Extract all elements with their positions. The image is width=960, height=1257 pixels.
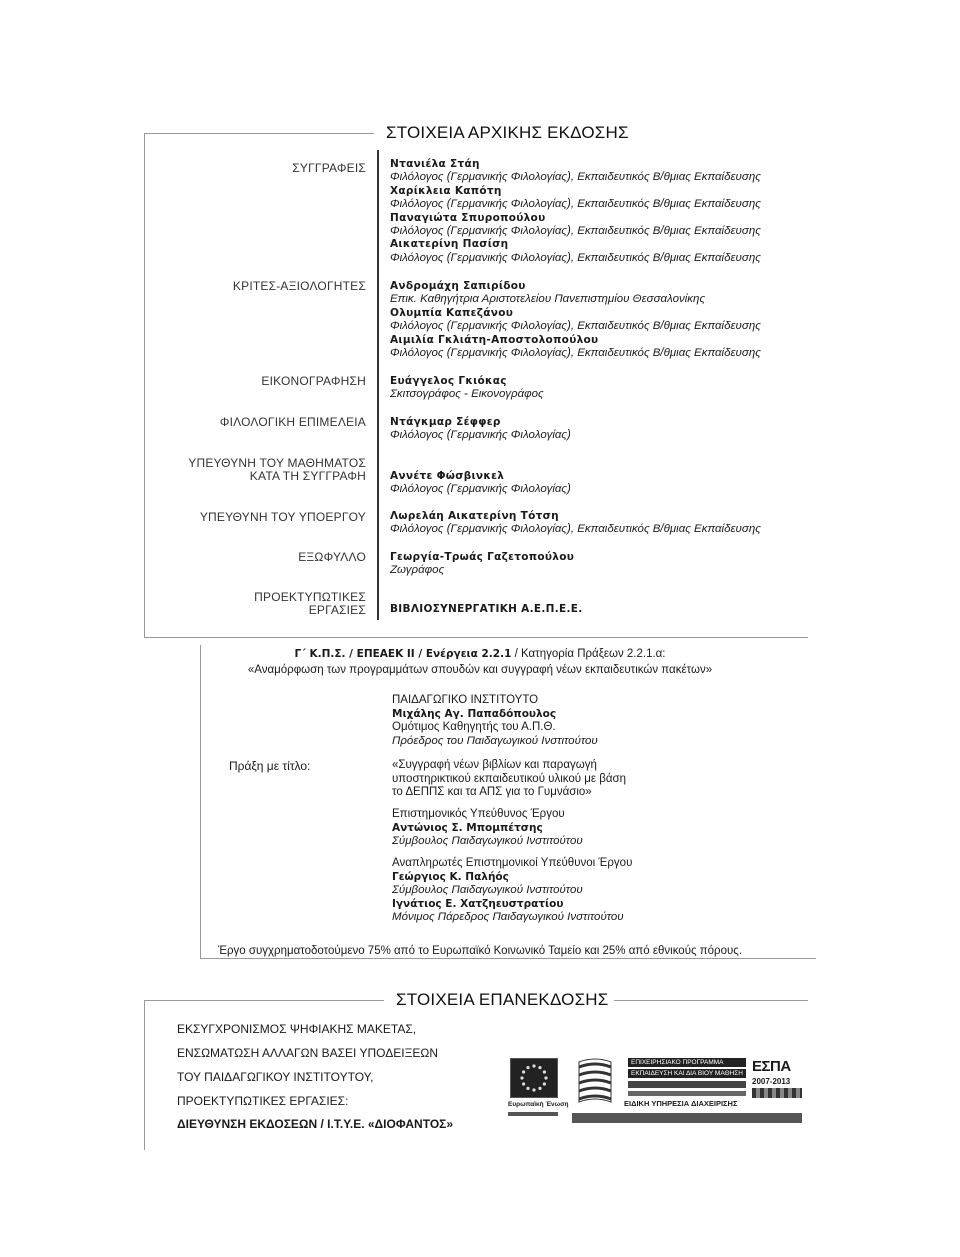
writing-supervisor-entry [390,470,571,497]
epeaek-bar [628,1091,746,1096]
espa-years: 2007-2013 [752,1077,791,1086]
reissue-line: ΠΡΟΕΚΤΥΠΩΤΙΚΕΣ ΕΡΓΑΣΙΕΣ: [177,1094,349,1108]
prepress-company: ΒΙΒΛΙΟΣΥΝΕΡΓΑΤΙΚΗ Α.Ε.Π.Ε.Ε. [390,603,583,615]
label-editing: ΦΙΛΟΛΟΓΙΚΗ ΕΠΙΜΕΛΕΙΑ [219,415,366,429]
action-title-block [392,759,626,800]
editor-role: Φιλόλογος (Γερμανικής Φιλολογίας) [390,429,571,442]
action-title-line: το ΔΕΠΠΣ και τα ΑΠΣ για το Γυμνάσιο» [392,786,592,798]
bottom-frame-line [144,637,808,638]
institute-block [392,694,598,748]
editor-name: Ντάγκμαρ Σέφφερ [390,416,501,428]
deputy-block [392,857,632,925]
reviewers-list [390,280,761,360]
deputy-label: Αναπληρωτές Επιστημονικοί Υπεύθυνοι Έργου [392,857,633,869]
label-reviewers: ΚΡΙΤΕΣ-ΑΞΙΟΛΟΓΗΤΕΣ [232,279,366,293]
label-prepress-2: ΕΡΓΑΣΙΕΣ [308,603,366,617]
original-edition-heading: ΣΤΟΙΧΕΙΑ ΑΡΧΙΚΗΣ ΕΚΔΟΣΗΣ [380,123,635,143]
editing-entry [390,416,571,443]
subproject-supervisor-entry [390,510,761,537]
reissue-line: ΕΚΣΥΓΧΡΟΝΙΣΜΟΣ ΨΗΦΙΑΚΗΣ ΜΑΚΕΤΑΣ, [177,1022,417,1036]
epeaek-bar [628,1081,746,1088]
reissue-line: ΕΝΣΩΜΑΤΩΣΗ ΑΛΛΑΓΩΝ ΒΑΣΕΙ ΥΠΟΔΕΙΞΕΩΝ [177,1046,439,1060]
epeaek-line1: ΕΠΙΧΕΙΡΗΣΙΑΚΟ ΠΡΟΓΡΑΜΜΑ [628,1058,746,1067]
cover-artist-name: Γεωργία-Τρωάς Γαζετοπούλου [390,551,575,563]
president-title: Ομότιμος Καθηγητής του Α.Π.Θ. [392,721,556,733]
author-name: Ντανιέλα Στάη [390,158,480,170]
action-title-line: υποστηρικτικού εκπαιδευτικού υλικού με βάση [392,772,626,785]
author-name: Παναγιώτα Σπυροπούλου [390,211,546,224]
eu-caption-underline [508,1112,558,1116]
eu-stars-icon [511,1059,557,1097]
reviewer-role: Επικ. Καθηγήτρια Αριστοτελείου Πανεπιστημίου Θεσσαλονίκης [390,293,706,306]
subproject-supervisor-name: Λωρελάη Αικατερίνη Τότση [390,510,559,522]
funding-frame-line [200,958,816,959]
funding-frame-left [200,645,201,959]
authors-list [390,158,761,265]
eu-flag-logo [510,1058,558,1098]
illustrator-name: Ευάγγελος Γκιόκας [390,375,507,387]
cover-artist-role: Ζωγράφος [390,564,445,577]
epeaek-line2: ΕΚΠΑΙΔΕΥΣΗ ΚΑΙ ΔΙΑ ΒΙΟΥ ΜΑΘΗΣΗ [628,1069,746,1078]
deputy-role: Σύμβουλος Παιδαγωγικού Ινστιτούτου [392,884,583,896]
epeaek-line3: ΕΙΔΙΚΗ ΥΠΗΡΕΣΙΑ ΔΙΑΧΕΙΡΙΣΗΣ [624,1099,738,1108]
espa-band [752,1088,802,1098]
cofunding-footer-bar [572,1113,802,1123]
label-authors: ΣΥΓΓΡΑΦΕΙΣ [292,161,366,175]
cofunding-note: Έργο συγχρηματοδοτούμενο 75% από το Ευρωπαϊκό Κοινωνικό Ταμείο και 25% από εθνικούς πόρους. [217,945,743,957]
illustrator-role: Σκιτσογράφος - Εικονογράφος [390,388,544,401]
reissue-directorate: ΔΙΕΥΘΥΝΣΗ ΕΚΔΟΣΕΩΝ / Ι.Τ.Υ.Ε. «ΔΙΟΦΑΝΤΟΣ» [177,1117,454,1131]
deputy-name: Ιγνάτιος Ε. Χατζηευστρατίου [392,897,564,910]
reviewer-role: Φιλόλογος (Γερμανικής Φιλολογίας), Εκπαιδευτικός Β/θμιας Εκπαίδευσης [390,347,761,360]
subproject-supervisor-role: Φιλόλογος (Γερμανικής Φιλολογίας), Εκπαιδευτικός Β/θμιας Εκπαίδευσης [390,523,761,536]
reviewer-role: Φιλόλογος (Γερμανικής Φιλολογίας), Εκπαιδευτικός Β/θμιας Εκπαίδευσης [390,320,761,333]
funding-line-2: «Αναμόρφωση των προγραμμάτων σπουδών και συγγραφή νέων εκπαιδευτικών πακέτων» [247,664,713,676]
label-illustration: ΕΙΚΟΝΟΓΡΑΦΗΣΗ [261,374,366,388]
scientific-lead-name: Αντώνιος Σ. Μπομπέτσης [392,821,543,834]
deputy-name: Γεώργιος Κ. Παλήός [392,870,509,883]
author-role: Φιλόλογος (Γερμανικής Φιλολογίας), Εκπαιδευτικός Β/θμιας Εκπαίδευσης [390,251,761,264]
funding-program-rest: / Κατηγορία Πράξεων 2.2.1.α: [511,648,666,660]
greek-flag-logo [577,1058,613,1110]
author-role: Φιλόλογος (Γερμανικής Φιλολογίας), Εκπαιδευτικός Β/θμιας Εκπαίδευσης [390,198,761,211]
prepress-entry [390,603,583,616]
scientific-lead-role: Σύμβουλος Παιδαγωγικού Ινστιτούτου [392,835,583,847]
author-role: Φιλόλογος (Γερμανικής Φιλολογίας), Εκπαιδευτικός Β/θμιας Εκπαίδευσης [390,171,761,184]
left-frame-line [144,133,145,638]
reissue-frame-top-left [144,1000,384,1001]
action-label: Πράξη με τίτλο: [229,759,311,773]
label-prepress-1: ΠΡΟΕΚΤΥΠΩΤΙΚΕΣ [254,590,366,604]
label-writing-supervisor-2: ΚΑΤΑ ΤΗ ΣΥΓΓΡΑΦΗ [249,469,366,483]
eu-caption: Ευρωπαϊκή Ένωση [508,1101,569,1108]
illustration-entry [390,375,544,402]
president-name: Μιχάλης Αγ. Παπαδόπουλος [392,707,557,720]
reissue-frame-top-right [588,1000,808,1001]
author-name: Αικατερίνη Πασίση [390,238,509,251]
cover-entry [390,551,574,578]
epeaek-logo [620,1058,746,1108]
top-frame-line-left [144,133,374,134]
author-name: Χαρίκλεια Καπότη [390,184,502,197]
reissue-line: ΤΟΥ ΠΑΙΔΑΓΩΓΙΚΟΥ ΙΝΣΤΙΤΟΥΤΟΥ, [177,1070,374,1084]
writing-supervisor-name: Αννέτε Φώσβινκελ [390,470,505,482]
deputy-role: Μόνιμος Πάρεδρος Παιδαγωγικού Ινστιτούτου [392,911,624,923]
reviewer-name: Αιμιλία Γκλιάτη-Αποστολοπούλου [390,333,599,346]
funding-line-1 [0,646,960,662]
espa-text: ΕΣΠΑ [752,1058,791,1075]
reviewer-name: Ανδρομάχη Σαπιρίδου [390,280,526,292]
credits-divider [377,150,379,620]
reviewer-name: Ολυμπία Καπεζάνου [390,306,514,319]
espa-logo [752,1058,802,1106]
label-writing-supervisor-1: ΥΠΕΥΘΥΝΗ ΤΟΥ ΜΑΘΗΜΑΤΟΣ [188,456,366,470]
institute-name: ΠΑΙΔΑΓΩΓΙΚΟ ΙΝΣΤΙΤΟΥΤΟ [392,694,539,706]
label-subproject-supervisor: ΥΠΕΥΘΥΝΗ ΤΟΥ ΥΠΟΕΡΓΟΥ [199,510,366,524]
action-title-line: «Συγγραφή νέων βιβλίων και παραγωγή [392,759,597,771]
scientific-lead-label: Επιστημονικός Υπεύθυνος Έργου [392,808,565,820]
president-role: Πρόεδρος του Παιδαγωγικού Ινστιτούτου [392,734,598,747]
reissue-frame-left [144,1000,145,1150]
funding-program-bold: Γ΄ Κ.Π.Σ. / ΕΠΕΑΕΚ ΙΙ / Ενέργεια 2.2.1 [294,648,512,660]
reissue-heading: ΣΤΟΙΧΕΙΑ ΕΠΑΝΕΚΔΟΣΗΣ [390,990,614,1010]
greek-flag-icon [577,1058,613,1110]
writing-supervisor-role: Φιλόλογος (Γερμανικής Φιλολογίας) [390,483,571,496]
label-cover: ΕΞΩΦΥΛΛΟ [298,550,366,564]
scientific-lead-block [392,808,583,849]
author-role: Φιλόλογος (Γερμανικής Φιλολογίας), Εκπαιδευτικός Β/θμιας Εκπαίδευσης [390,225,761,238]
